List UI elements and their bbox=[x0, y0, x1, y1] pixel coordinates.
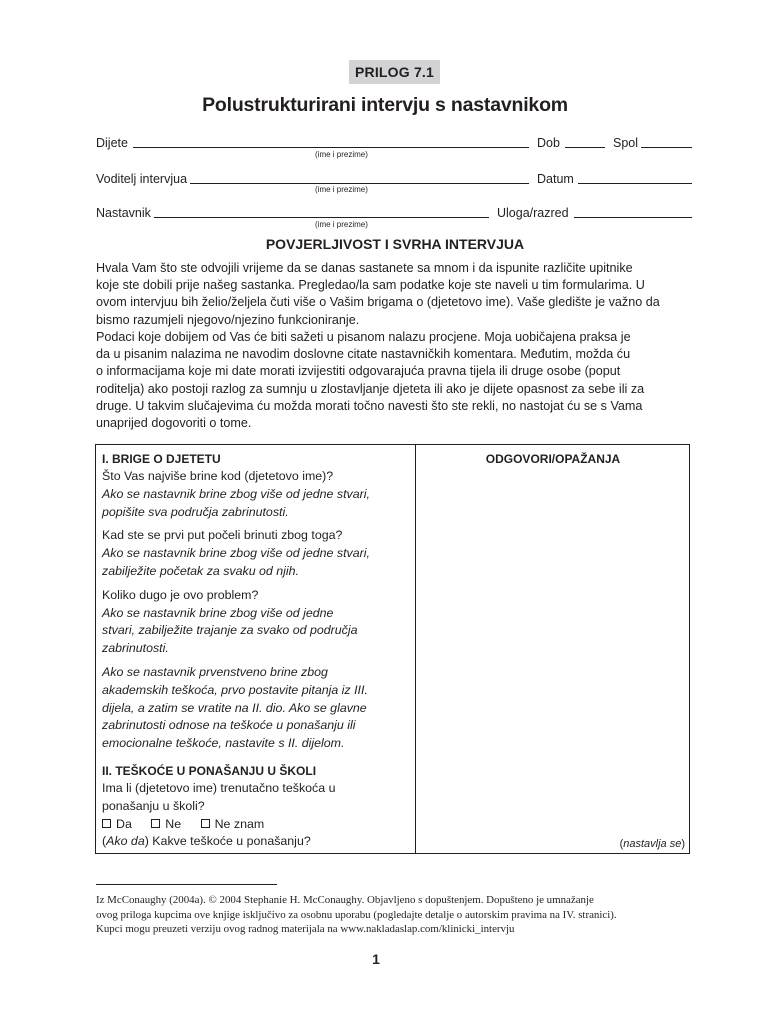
intro-paragraph-1 bbox=[96, 260, 702, 329]
paren: ) bbox=[681, 838, 685, 850]
option-yes[interactable] bbox=[102, 817, 132, 831]
instruction-line: Ako se nastavnik brine zbog više od jedne bbox=[102, 605, 334, 620]
teacher-name-hint: (ime i prezime) bbox=[315, 220, 368, 229]
answer-options bbox=[102, 816, 407, 834]
questions-column bbox=[102, 451, 407, 851]
teacher-field-row bbox=[96, 205, 692, 221]
checkbox-icon[interactable] bbox=[151, 819, 160, 828]
footnote-line: Kupci mogu preuzeti verziju ovog radnog materijala na www.nakladaslap.com/klinicki_intervju bbox=[96, 923, 515, 936]
section-2-heading: II. TEŠKOĆE U PONAŠANJU U ŠKOLI bbox=[102, 763, 317, 778]
teacher-input-line[interactable] bbox=[154, 217, 489, 218]
section-1-heading: I. BRIGE O DJETETU bbox=[102, 452, 221, 466]
age-input-line[interactable] bbox=[565, 147, 605, 148]
instruction-line: Ako se nastavnik brine zbog više od jedne stvari, bbox=[102, 546, 370, 561]
sex-input-line[interactable] bbox=[641, 147, 692, 148]
checkbox-icon[interactable] bbox=[102, 819, 111, 828]
child-input-line[interactable] bbox=[133, 147, 529, 148]
instruction-line: zabrinutosti. bbox=[102, 641, 169, 656]
intro-line: druge. U takvim slučajevima ću možda morati točno navesti što ste rekli, no nastojat ću se s Vama bbox=[96, 398, 643, 413]
paren: ( bbox=[102, 834, 107, 849]
question-text: ) Kakve teškoće u ponašanju? bbox=[144, 834, 311, 849]
role-input-line[interactable] bbox=[574, 217, 692, 218]
document-title: Polustrukturirani intervju s nastavnikom bbox=[202, 94, 568, 116]
footnote-rule bbox=[96, 884, 277, 885]
instruction-line: stvari, zabilježite trajanje za svako od područja bbox=[102, 623, 358, 638]
interviewer-input-line[interactable] bbox=[190, 183, 529, 184]
intro-line: koje ste dobili prije našeg sastanka. Pregledao/la sam podatke koje ste naveli u tim formularima. U bbox=[96, 278, 645, 293]
routing-instruction-line: akademskih teškoća, prvo postavite pitanja iz III. bbox=[102, 682, 368, 697]
confidentiality-heading: POVJERLJIVOST I SVRHA INTERVJUA bbox=[265, 236, 525, 252]
child-name-hint: (ime i prezime) bbox=[315, 150, 368, 159]
routing-instruction-line: zabrinutosti odnose na teškoće u ponašanju ili bbox=[102, 718, 356, 733]
date-input-line[interactable] bbox=[578, 183, 692, 184]
teacher-label: Nastavnik bbox=[96, 206, 151, 220]
instruction-line: zabilježite početak za svaku od njih. bbox=[102, 563, 299, 578]
checkbox-icon[interactable] bbox=[201, 819, 210, 828]
intro-line: bismo razumjeli njegovo/njezino funkcioniranje. bbox=[96, 312, 360, 327]
instruction-line: Ako se nastavnik brine zbog više od jedne stvari, bbox=[102, 486, 370, 501]
option-no[interactable] bbox=[151, 817, 181, 831]
interviewer-field-row bbox=[96, 171, 692, 187]
option-label: Da bbox=[116, 816, 132, 831]
question-main-concern: Što Vas najviše brine kod (djetetovo ime)? bbox=[102, 469, 334, 483]
date-label: Datum bbox=[537, 172, 574, 186]
interview-table bbox=[95, 444, 690, 854]
child-label: Dijete bbox=[96, 136, 128, 150]
question-behavior-line: Ima li (djetetovo ime) trenutačno teškoća u bbox=[102, 780, 336, 795]
intro-line: da u pisanim nalazima ne navodim doslovne citate nastavničkih komentara. Međutim, možda ću bbox=[96, 347, 631, 362]
paren: ( bbox=[619, 838, 624, 850]
child-field-row bbox=[96, 135, 692, 151]
question-duration: Koliko dugo je ovo problem? bbox=[102, 587, 259, 602]
intro-line: Podaci koje dobijem od Vas će biti sažeti u pisanom nalazu procjene. Moja uobičajena praksa je bbox=[96, 330, 631, 344]
intro-line: ovom intervjuu bih želio/željela čuti više o Vašim brigama o (djetetovo ime). Vaše gledište je važno da bbox=[96, 295, 660, 310]
intro-line: o informacijama koje mi date morati izvijestiti odgovarajuća pravna tijela ili druge osobe (poput bbox=[96, 364, 621, 379]
answers-heading: ODGOVORI/OPAŽANJA bbox=[485, 452, 621, 466]
appendix-label: PRILOG 7.1 bbox=[349, 60, 440, 84]
option-label: Ne bbox=[165, 816, 182, 831]
page-number: 1 bbox=[372, 951, 380, 967]
sex-label: Spol bbox=[613, 136, 639, 150]
instruction-line: popišite sva područja zabrinutosti. bbox=[102, 504, 289, 519]
routing-instruction-line: emocionalne teškoće, nastavite s II. dijelom. bbox=[102, 736, 345, 751]
question-behavior-line: ponašanju u školi? bbox=[102, 798, 205, 813]
footnote-line: ovog priloga kupcima ove knjige isključivo za osobnu uporabu (pogledajte detalje o autorskim pravima na IV. stranici). bbox=[96, 908, 617, 921]
footnote bbox=[96, 893, 696, 937]
intro-line: unaprijed dogovoriti o tome. bbox=[96, 416, 252, 431]
question-onset: Kad ste se prvi put počeli brinuti zbog toga? bbox=[102, 528, 343, 543]
footnote-line: Iz McConaughy (2004a). © 2004 Stephanie H. McConaughy. Objavljeno s dopuštenjem. Dopušteno je umnažanje bbox=[96, 894, 594, 906]
routing-instruction-line: dijela, a zatim se vratite na II. dio. Ako se glavne bbox=[102, 700, 367, 715]
intro-line: roditelja) ako postoji razlog za sumnju u zlostavljanje djeteta ili ako je dijete opasnost za sebe ili za bbox=[96, 381, 645, 396]
continued-text: nastavlja se bbox=[623, 838, 682, 850]
continued-note bbox=[620, 838, 685, 850]
age-label: Dob bbox=[537, 136, 560, 150]
interviewer-label: Voditelj intervjua bbox=[96, 172, 188, 186]
routing-instruction-line: Ako se nastavnik prvenstveno brine zbog bbox=[102, 664, 328, 679]
interviewer-name-hint: (ime i prezime) bbox=[315, 185, 368, 194]
question-behavior-type bbox=[102, 833, 407, 851]
option-dont-know[interactable] bbox=[201, 817, 265, 831]
option-label: Ne znam bbox=[214, 816, 265, 831]
intro-paragraph-2 bbox=[96, 329, 702, 432]
role-label: Uloga/razred bbox=[497, 206, 569, 220]
conditional-text: Ako da bbox=[106, 834, 145, 849]
column-divider bbox=[415, 445, 416, 853]
intro-line: Hvala Vam što ste odvojili vrijeme da se danas sastanete sa mnom i da ispunite različite upitnike bbox=[96, 261, 633, 275]
